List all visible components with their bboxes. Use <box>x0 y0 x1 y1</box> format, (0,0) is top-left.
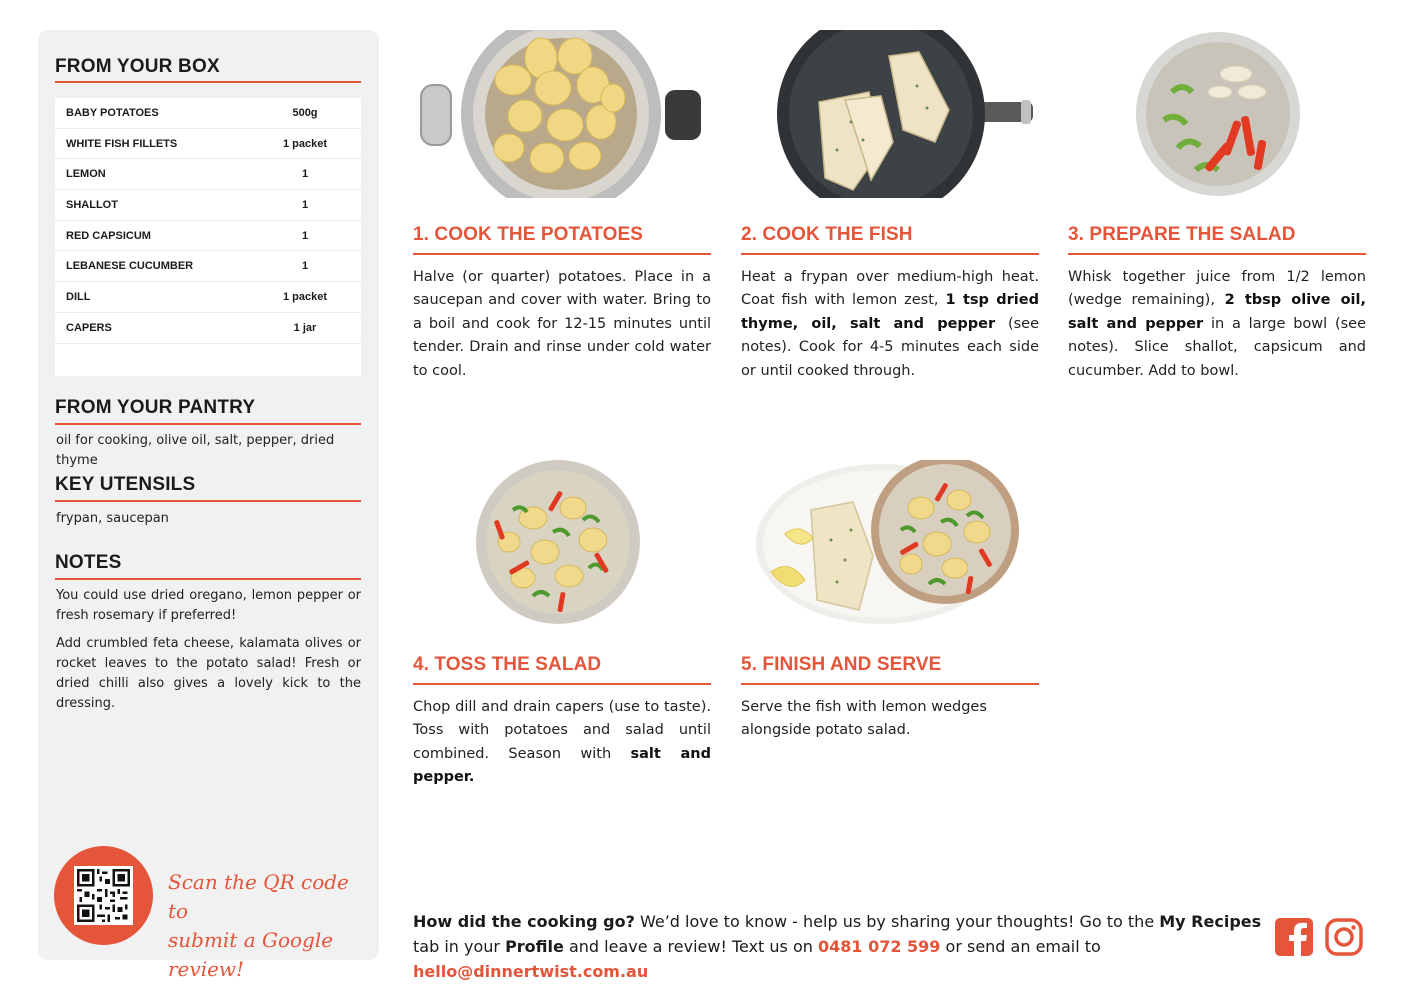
ingredient-name: LEBANESE CUCUMBER <box>66 260 194 273</box>
step-1-text <box>413 266 711 383</box>
step-3-title: 3. PREPARE THE SALAD <box>1068 224 1296 245</box>
ingredient-name: BABY POTATOES <box>66 106 159 119</box>
footer-review-prompt <box>413 909 1263 984</box>
step-rule <box>413 683 711 685</box>
step-text-emphasis: salt and pepper. <box>413 745 712 786</box>
step-text-run: Whisk together juice from 1/2 lemon (wedge remaining), <box>1068 269 1366 309</box>
ingredient-qty: 1 <box>301 198 309 211</box>
heading-rule <box>55 578 361 580</box>
step-rule <box>1068 253 1366 255</box>
ingredient-qty: 1 <box>301 260 309 273</box>
ingredient-row <box>55 190 361 221</box>
heading-rule <box>55 500 361 502</box>
profile-link[interactable]: Profile <box>505 937 564 956</box>
qr-code[interactable] <box>74 866 133 925</box>
step-text-run: Chop dill and drain capers (use to taste). Toss with potatoes and salad until combined. Season with <box>413 699 711 762</box>
ingredient-name: RED CAPSICUM <box>66 229 151 242</box>
step-2-text <box>741 266 1039 383</box>
step-1-title: 1. COOK THE POTATOES <box>413 224 644 245</box>
pantry-text: oil for cooking, olive oil, salt, pepper, dried thyme <box>56 433 335 468</box>
step-rule <box>741 253 1039 255</box>
ingredient-name: WHITE FISH FILLETS <box>66 137 178 150</box>
email-link[interactable]: hello@dinnertwist.com.au <box>413 962 649 981</box>
step-4-image <box>413 460 711 628</box>
ingredient-row <box>55 313 361 344</box>
step-4-title: 4. TOSS THE SALAD <box>413 654 602 675</box>
heading-rule <box>55 423 361 425</box>
ingredients-table <box>55 98 361 376</box>
ingredient-qty: 1 packet <box>282 137 328 150</box>
utensils-text: frypan, saucepan <box>56 511 169 526</box>
step-rule <box>741 683 1039 685</box>
step-1-image <box>413 30 711 198</box>
step-2-title: 2. COOK THE FISH <box>741 224 913 245</box>
my-recipes-link[interactable]: My Recipes <box>1159 912 1262 931</box>
ingredient-qty: 1 <box>301 168 309 181</box>
step-text-run: Heat a frypan over medium-high heat. Coat fish with lemon zest, <box>741 269 1039 309</box>
ingredient-row <box>55 221 361 252</box>
footer-text: tab in your <box>413 937 506 956</box>
facebook-icon[interactable] <box>1275 918 1313 956</box>
ingredient-row <box>55 282 361 313</box>
qr-badge <box>54 846 153 945</box>
ingredient-row <box>55 129 361 160</box>
step-text-run: (see notes). Cook for 4-5 minutes each side or until cooked through. <box>741 315 1039 379</box>
step-5-image <box>741 460 1039 628</box>
step-text-run: Serve the fish with lemon wedges alongside potato salad. <box>741 699 987 739</box>
ingredient-qty: 1 <box>301 229 309 242</box>
ingredient-row <box>55 251 361 282</box>
notes-paragraph: Add crumbled feta cheese, kalamata olives or rocket leaves to the potato salad! Fresh or dried chilli also gives a lovely kick to the dressing. <box>56 636 361 711</box>
ingredient-row <box>55 159 361 190</box>
step-4-text <box>413 696 711 790</box>
footer-text: and leave a review! Text us on <box>563 937 818 956</box>
step-5-title: 5. FINISH AND SERVE <box>741 654 942 675</box>
ingredient-qty: 1 jar <box>293 321 317 334</box>
step-text-emphasis: 1 tsp dried thyme, oil, salt and pepper <box>741 292 1039 332</box>
step-3-text <box>1068 266 1366 383</box>
key-utensils-heading: KEY UTENSILS <box>55 474 196 495</box>
ingredient-name: SHALLOT <box>66 198 118 211</box>
step-text-run: in a large bowl (see notes). Slice shallot, capsicum and cucumber. Add to bowl. <box>1068 315 1367 379</box>
heading-rule <box>55 81 361 83</box>
footer-text: or send an email to <box>940 937 1101 956</box>
footer-text: We’d love to know - help us by sharing your thoughts! Go to the <box>634 912 1160 931</box>
step-text-run: Halve (or quarter) potatoes. Place in a saucepan and cover with water. Bring to a boil and cook for 12-15 minutes until tender. Drain and rinse under cold water to cool. <box>413 269 711 379</box>
notes-heading: NOTES <box>55 552 122 573</box>
sidebar <box>38 30 379 981</box>
ingredient-name: DILL <box>66 290 91 303</box>
footer-question: How did the cooking go? <box>413 912 635 931</box>
from-your-box-heading: FROM YOUR BOX <box>55 56 220 77</box>
step-3-image <box>1068 30 1366 198</box>
step-5-text <box>741 696 1039 743</box>
ingredient-row <box>55 98 361 129</box>
step-text-emphasis: 2 tbsp olive oil, salt and pepper <box>1068 292 1367 332</box>
instagram-icon[interactable] <box>1325 918 1363 956</box>
qr-caption <box>168 868 368 984</box>
step-rule <box>413 253 711 255</box>
phone-link[interactable]: 0481 072 599 <box>817 937 941 956</box>
from-your-pantry-heading: FROM YOUR PANTRY <box>55 397 256 418</box>
qr-caption-line: submit a Google review! <box>168 928 334 981</box>
notes-paragraph: You could use dried oregano, lemon pepper or fresh rosemary if preferred! <box>56 588 361 623</box>
qr-caption-line: Scan the QR code to <box>168 870 349 923</box>
ingredient-name: CAPERS <box>66 321 112 334</box>
ingredient-qty: 500g <box>292 106 318 119</box>
ingredient-name: LEMON <box>66 168 106 181</box>
step-2-image <box>741 30 1039 198</box>
ingredient-qty: 1 packet <box>282 290 328 303</box>
